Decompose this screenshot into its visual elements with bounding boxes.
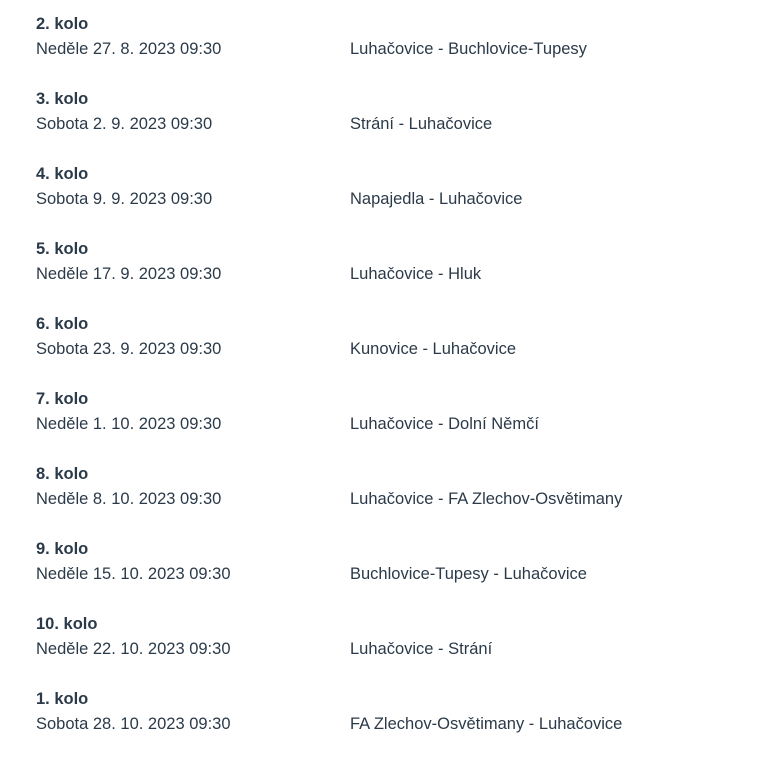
round-title: 4. kolo	[36, 165, 89, 183]
round-item	[36, 162, 736, 237]
match-teams: Buchlovice-Tupesy - Luhačovice	[350, 565, 587, 583]
round-title: 9. kolo	[36, 540, 89, 558]
round-title: 3. kolo	[36, 90, 89, 108]
round-title: 1. kolo	[36, 690, 89, 708]
round-row	[36, 337, 736, 362]
match-teams: Luhačovice - Hluk	[350, 265, 482, 283]
round-item	[36, 462, 736, 537]
match-datetime: Neděle 1. 10. 2023 09:30	[36, 415, 222, 433]
round-item	[36, 312, 736, 387]
match-datetime: Neděle 27. 8. 2023 09:30	[36, 40, 222, 58]
round-item	[36, 237, 736, 312]
round-row	[36, 412, 736, 437]
round-title: 6. kolo	[36, 315, 89, 333]
round-row	[36, 487, 736, 512]
match-teams: Luhačovice - Dolní Němčí	[350, 415, 539, 433]
round-item	[36, 612, 736, 687]
match-teams: Luhačovice - FA Zlechov-Osvětimany	[350, 490, 623, 508]
round-title: 7. kolo	[36, 390, 89, 408]
round-item	[36, 687, 736, 762]
match-schedule	[36, 12, 736, 762]
round-item	[36, 537, 736, 612]
round-row	[36, 262, 736, 287]
match-datetime: Sobota 2. 9. 2023 09:30	[36, 115, 213, 133]
match-datetime: Neděle 22. 10. 2023 09:30	[36, 640, 231, 658]
match-teams: Strání - Luhačovice	[350, 115, 493, 133]
match-datetime: Sobota 9. 9. 2023 09:30	[36, 190, 213, 208]
match-teams: Kunovice - Luhačovice	[350, 340, 517, 358]
match-teams: Napajedla - Luhačovice	[350, 190, 523, 208]
round-row	[36, 187, 736, 212]
match-datetime: Neděle 8. 10. 2023 09:30	[36, 490, 222, 508]
match-datetime: Sobota 28. 10. 2023 09:30	[36, 715, 231, 733]
round-item	[36, 387, 736, 462]
round-row	[36, 112, 736, 137]
round-title: 8. kolo	[36, 465, 89, 483]
round-row	[36, 712, 736, 737]
round-title: 5. kolo	[36, 240, 89, 258]
round-title: 2. kolo	[36, 15, 89, 33]
match-datetime: Neděle 17. 9. 2023 09:30	[36, 265, 222, 283]
round-row	[36, 637, 736, 662]
match-teams: Luhačovice - Strání	[350, 640, 493, 658]
round-item	[36, 12, 736, 87]
round-title: 10. kolo	[36, 615, 98, 633]
match-teams: Luhačovice - Buchlovice-Tupesy	[350, 40, 587, 58]
round-item	[36, 87, 736, 162]
round-row	[36, 37, 736, 62]
match-datetime: Neděle 15. 10. 2023 09:30	[36, 565, 231, 583]
match-teams: FA Zlechov-Osvětimany - Luhačovice	[350, 715, 623, 733]
round-row	[36, 562, 736, 587]
match-datetime: Sobota 23. 9. 2023 09:30	[36, 340, 222, 358]
